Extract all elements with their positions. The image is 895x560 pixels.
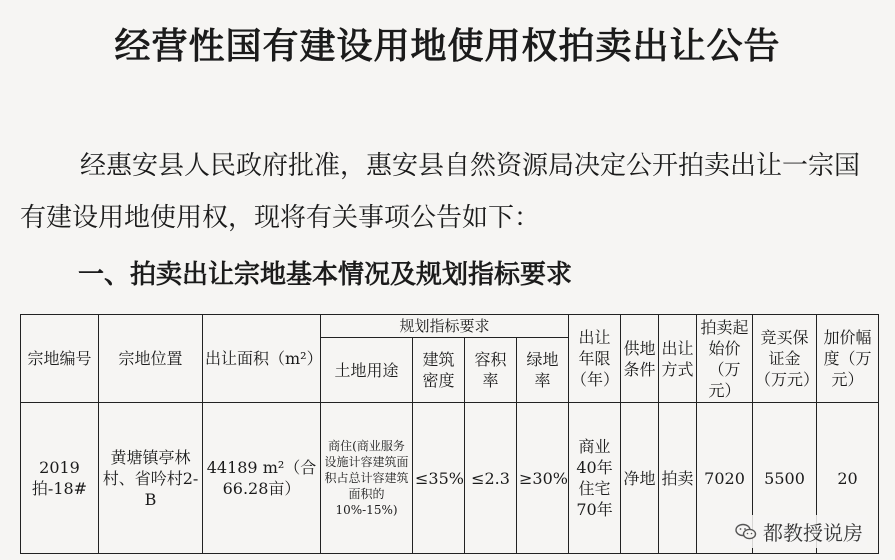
cell-deposit: 5500 (753, 403, 817, 554)
header-density: 建筑密度 (413, 338, 465, 403)
cell-term: 商业40年住宅70年 (569, 403, 621, 554)
cell-increment: 20 (817, 403, 879, 554)
cell-location: 黄塘镇亭林村、省吟村2-B (99, 403, 203, 554)
header-planning-group: 规划指标要求 (321, 315, 569, 338)
header-land-use: 土地用途 (321, 338, 413, 403)
cell-method: 拍卖 (659, 403, 697, 554)
header-location: 宗地位置 (99, 315, 203, 403)
cell-start-price: 7020 (697, 403, 753, 554)
header-area: 出让面积（m²） (203, 315, 321, 403)
header-deposit: 竞买保证金（万元） (753, 315, 817, 403)
header-far: 容积率 (465, 338, 517, 403)
cell-density: ≤35% (413, 403, 465, 554)
cell-land-use: 商住(商业服务设施计容建筑面积占总计容建筑面积的10%-15%) (321, 403, 413, 554)
header-start-price: 拍卖起始价（万元） (697, 315, 753, 403)
header-green: 绿地率 (517, 338, 569, 403)
watermark-text: 都教授说房 (763, 521, 863, 545)
header-increment: 加价幅度（万元） (817, 315, 879, 403)
watermark (731, 515, 867, 548)
cell-green: ≥30% (517, 403, 569, 554)
header-parcel-no: 宗地编号 (21, 315, 99, 403)
section-heading: 一、拍卖出让宗地基本情况及规划指标要求 (78, 260, 573, 290)
header-method: 出让方式 (659, 315, 697, 403)
header-supply: 供地条件 (621, 315, 659, 403)
cell-far: ≤2.3 (465, 403, 517, 554)
cell-area: 44189 m²（合66.28亩） (203, 403, 321, 554)
intro-paragraph: 经惠安县人民政府批准，惠安县自然资源局决定公开拍卖出让一宗国有建设用地使用权，现将有关事项公告如下： (20, 151, 861, 233)
cell-parcel-no: 2019拍-18# (21, 403, 99, 554)
cell-supply: 净地 (621, 403, 659, 554)
header-term: 出让年限（年） (569, 315, 621, 403)
wechat-icon (735, 523, 757, 541)
page-title: 经营性国有建设用地使用权拍卖出让公告 (114, 26, 781, 67)
